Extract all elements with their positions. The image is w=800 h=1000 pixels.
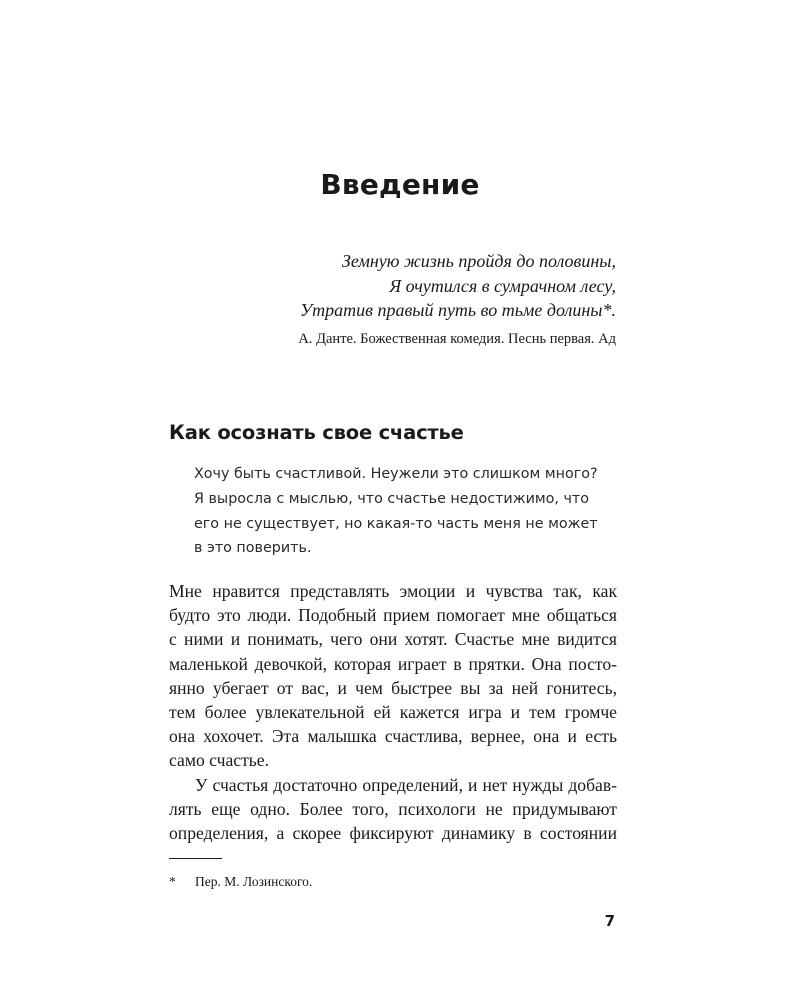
- body-line: с ними и понимать, чего они хотят. Счастье мне видится: [169, 629, 617, 650]
- quote-line: Хочу быть счастливой. Неужели это слишком много?: [194, 466, 598, 482]
- quote-line: его не существует, но какая-то часть меня не может: [194, 515, 598, 532]
- epigraph-author-initial: А.: [298, 330, 313, 347]
- footnote: [169, 874, 312, 890]
- body-line: маленькой девочкой, которая играет в прятки. Она посто-: [169, 653, 617, 674]
- quote-line: Я выросла с мыслью, что счастье недостижимо, что: [194, 490, 590, 507]
- body-line: лять еще одно. Более того, психологи не придумывают: [169, 798, 617, 819]
- body-line: У счастья достаточно определений, и нет нужды добав-: [195, 774, 617, 795]
- body-line: будто это люди. Подобный прием помогает мне общаться: [169, 605, 617, 626]
- body-line: Мне нравится представлять эмоции и чувства так, как: [169, 581, 617, 601]
- footnote-mark: *: [169, 874, 176, 889]
- footnote-text: Пер. М. Лозинского.: [195, 874, 313, 889]
- quote-line: в это поверить.: [194, 540, 312, 557]
- chapter-title: Введение: [320, 168, 480, 201]
- body-line: янно убегает от вас, и чем быстрее вы за ней гонитесь,: [169, 677, 617, 698]
- block-quote: [194, 462, 634, 561]
- epigraph-author-surname: Данте: [316, 330, 353, 347]
- section-title: Как осознать свое счастье: [169, 421, 464, 444]
- epigraph-line: Земную жизнь пройдя до половины,: [341, 251, 616, 271]
- body-line: само счастье.: [169, 750, 270, 771]
- body-line: она хохочет. Эта малышка счастлива, вернее, она и есть: [169, 726, 617, 747]
- epigraph: [298, 249, 616, 351]
- epigraph-line: Я очутился в сумрачном лесу,: [389, 275, 616, 296]
- page-number: 7: [604, 912, 615, 930]
- epigraph-attribution: [298, 327, 616, 352]
- body-text: [169, 579, 617, 845]
- body-line: определения, а скорее фиксируют динамику в состоянии: [169, 823, 617, 844]
- epigraph-source: . Божественная комедия. Песнь первая. Ад: [352, 330, 616, 347]
- body-line: тем более увлекательной ей кажется игра и тем громче: [169, 702, 617, 723]
- epigraph-line: Утратив правый путь во тьме долины*.: [300, 300, 616, 320]
- footnote-divider: [169, 858, 222, 859]
